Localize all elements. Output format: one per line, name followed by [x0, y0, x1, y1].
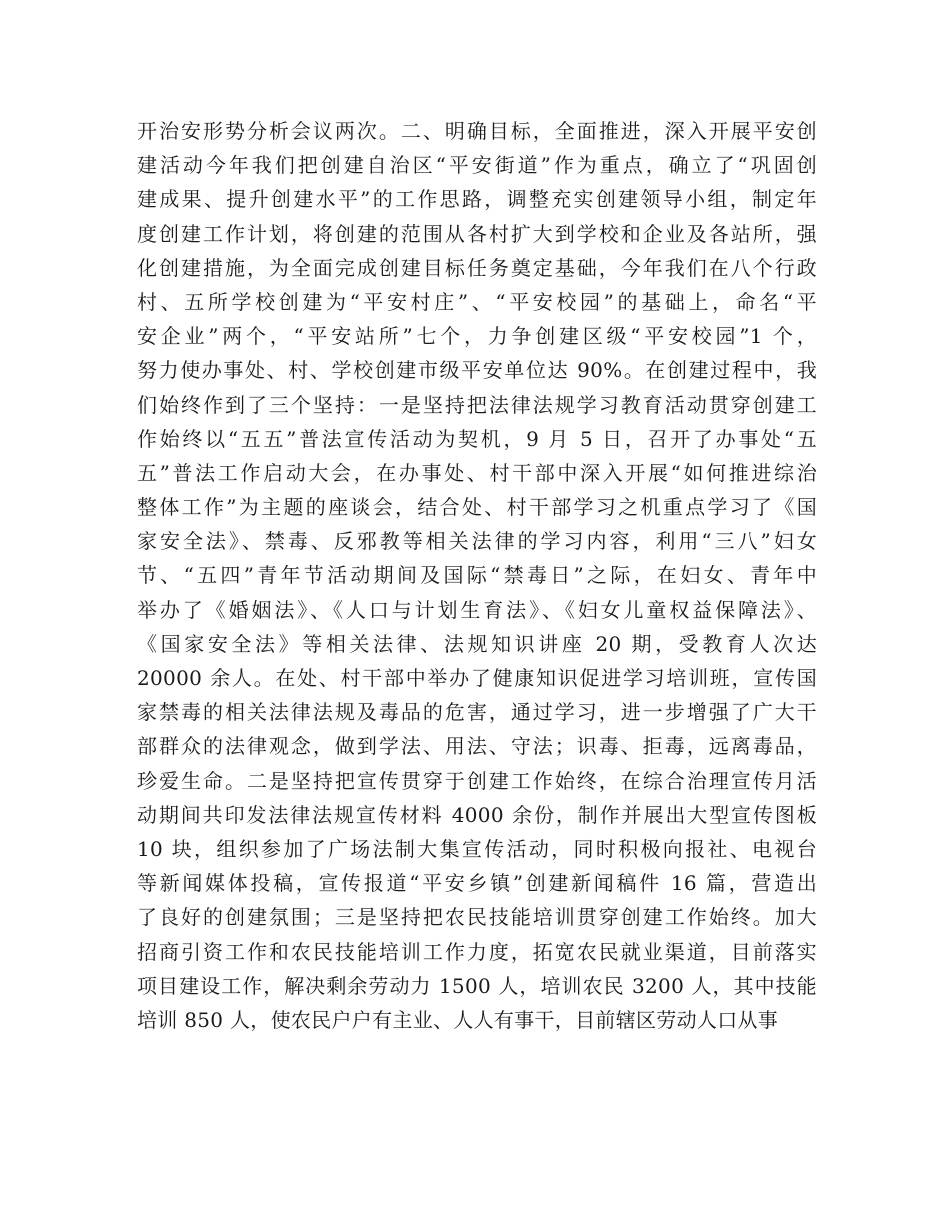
text-line: 节、“五四”青年节活动期间及国际“禁毒日”之际，在妇女、青年中 [137, 563, 817, 588]
text-line: 们始终作到了三个坚持：一是坚持把法律法规学习教育活动贯穿创建工 [137, 392, 817, 417]
text-line: 开治安形势分析会议两次。二、明确目标，全面推进，深入开展平安创 [137, 119, 817, 143]
text-line: 动期间共印发法律法规宣传材料 4000 余份，制作并展出大型宣传图板 [137, 802, 817, 827]
text-line: 作始终以“五五”普法宣传活动为契机，9 月 5 日，召开了办事处“五 [137, 426, 817, 451]
text-line: 度创建工作计划，将创建的范围从各村扩大到学校和企业及各站所，强 [137, 221, 817, 246]
text-line: 10 块，组织参加了广场法制大集宣传活动，同时积极向报社、电视台 [137, 836, 817, 861]
text-line: 举办了《婚姻法》、《人口与计划生育法》、《妇女儿童权益保障法》、 [137, 597, 817, 622]
text-line: 整体工作”为主题的座谈会，结合处、村干部学习之机重点学习了《国 [137, 495, 817, 520]
text-line: 家安全法》、禁毒、反邪教等相关法律的学习内容，利用“三八”妇女 [137, 529, 817, 554]
text-line: 《国家安全法》等相关法律、法规知识讲座 20 期，受教育人次达 [137, 631, 817, 656]
text-line: 建成果、提升创建水平”的工作思路，调整充实创建领导小组，制定年 [137, 187, 817, 212]
body-paragraph [137, 114, 817, 1037]
text-line: 家禁毒的相关法律法规及毒品的危害，通过学习，进一步增强了广大干 [137, 700, 817, 725]
text-line: 建活动今年我们把创建自治区“平安街道”作为重点，确立了“巩固创 [137, 153, 817, 178]
text-line: 20000 余人。在处、村干部中举办了健康知识促进学习培训班，宣传国 [137, 666, 817, 690]
text-line: 安企业”两个，“平安站所”七个，力争创建区级“平安校园”1 个， [137, 324, 817, 349]
text-line: 村、五所学校创建为“平安村庄”、“平安校园”的基础上，命名“平 [137, 289, 817, 314]
text-line: 五”普法工作启动大会，在办事处、村干部中深入开展“如何推进综治 [137, 460, 817, 485]
text-line: 化创建措施，为全面完成创建目标任务奠定基础，今年我们在八个行政 [137, 255, 817, 280]
text-line: 部群众的法律观念，做到学法、用法、守法；识毒、拒毒，远离毒品， [137, 734, 817, 759]
text-line: 等新闻媒体投稿，宣传报道“平安乡镇”创建新闻稿件 16 篇，营造出 [137, 871, 817, 896]
text-line: 招商引资工作和农民技能培训工作力度，拓宽农民就业渠道，目前落实 [137, 939, 817, 964]
text-line: 珍爱生命。二是坚持把宣传贯穿于创建工作始终，在综合治理宣传月活 [137, 768, 817, 793]
text-line: 努力使办事处、村、学校创建市级平安单位达 90%。在创建过程中，我 [137, 358, 817, 383]
text-line: 培训 850 人，使农民户户有主业、人人有事干，目前辖区劳动人口从事 [137, 1007, 779, 1032]
text-line: 了良好的创建氛围；三是坚持把农民技能培训贯穿创建工作始终。加大 [137, 905, 817, 930]
text-line: 项目建设工作，解决剩余劳动力 1500 人，培训农民 3200 人，其中技能 [137, 973, 817, 998]
